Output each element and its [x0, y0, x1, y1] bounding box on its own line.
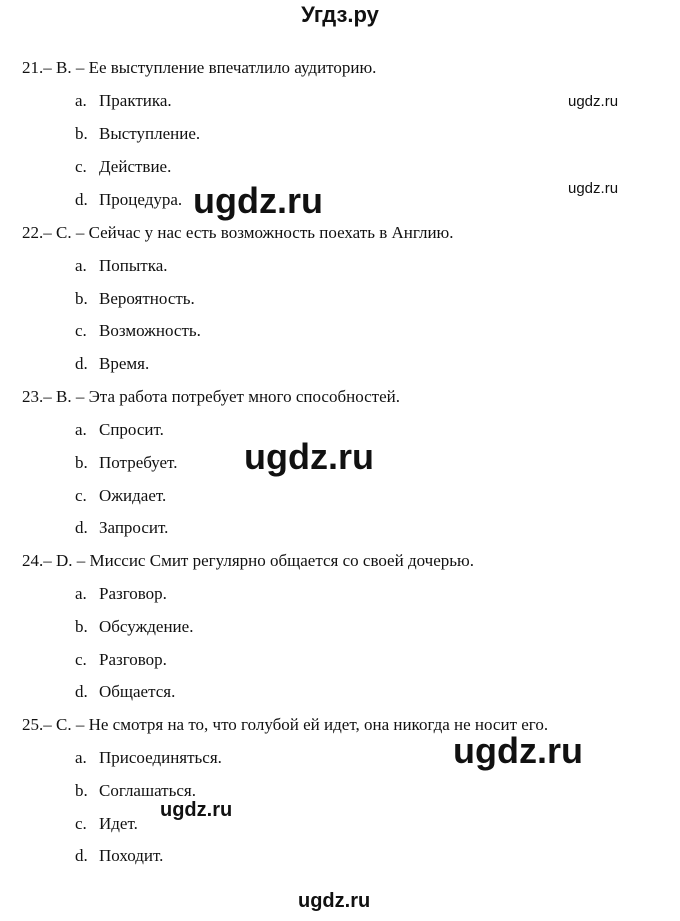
option-letter: b. [75, 289, 88, 308]
option-text: Обсуждение. [99, 617, 194, 636]
option-text: Общается. [99, 682, 176, 701]
option-text: Практика. [99, 91, 172, 110]
option-text: Разговор. [99, 650, 167, 669]
watermark: ugdz.ru [160, 799, 233, 821]
option-text: Идет. [99, 814, 138, 833]
watermark: ugdz.ru [453, 730, 583, 771]
option-letter: b. [75, 453, 88, 472]
watermark: ugdz.ru [298, 890, 371, 912]
option-text: Действие. [99, 157, 172, 176]
option-text: Потребует. [99, 453, 178, 472]
watermark: ugdz.ru [193, 180, 323, 221]
option-letter: c. [75, 321, 87, 340]
option-text: Выступление. [99, 124, 201, 143]
option-letter: c. [75, 650, 87, 669]
option-text: Соглашаться. [99, 781, 196, 800]
question-21: 21.– B. – Ее выступление впечатлило аудиторию. [22, 58, 377, 77]
option-letter: a. [75, 420, 87, 439]
option-text: Запросит. [99, 518, 169, 537]
option-letter: c. [75, 486, 87, 505]
site-title: Угдз.ру [301, 2, 379, 27]
option-letter: c. [75, 157, 87, 176]
option-text: Ожидает. [99, 486, 167, 505]
option-letter: d. [75, 682, 88, 701]
option-text: Спросит. [99, 420, 164, 439]
option-letter: b. [75, 617, 88, 636]
option-letter: a. [75, 256, 87, 275]
question-24: 24.– D. – Миссис Смит регулярно общается со своей дочерью. [22, 551, 474, 570]
option-letter: b. [75, 124, 88, 143]
option-text: Походит. [99, 846, 164, 865]
option-text: Процедура. [99, 190, 183, 209]
option-letter: d. [75, 846, 88, 865]
option-letter: b. [75, 781, 88, 800]
option-text: Разговор. [99, 584, 167, 603]
option-letter: a. [75, 91, 87, 110]
watermark: ugdz.ru [568, 93, 619, 110]
option-text: Время. [99, 354, 150, 373]
question-22: 22.– C. – Сейчас у нас есть возможность поехать в Англию. [22, 223, 454, 242]
watermark: ugdz.ru [568, 180, 619, 197]
question-25: 25.– C. – Не смотря на то, что голубой ей идет, она никогда не носит его. [22, 715, 549, 734]
option-letter: d. [75, 518, 88, 537]
option-letter: a. [75, 584, 87, 603]
option-text: Вероятность. [99, 289, 195, 308]
question-23: 23.– B. – Эта работа потребует много способностей. [22, 387, 401, 406]
option-letter: c. [75, 814, 87, 833]
option-letter: d. [75, 354, 88, 373]
option-letter: a. [75, 748, 87, 767]
option-text: Возможность. [99, 321, 201, 340]
option-letter: d. [75, 190, 88, 209]
watermark: ugdz.ru [244, 436, 374, 477]
option-text: Попытка. [99, 256, 168, 275]
option-text: Присоединяться. [99, 748, 222, 767]
